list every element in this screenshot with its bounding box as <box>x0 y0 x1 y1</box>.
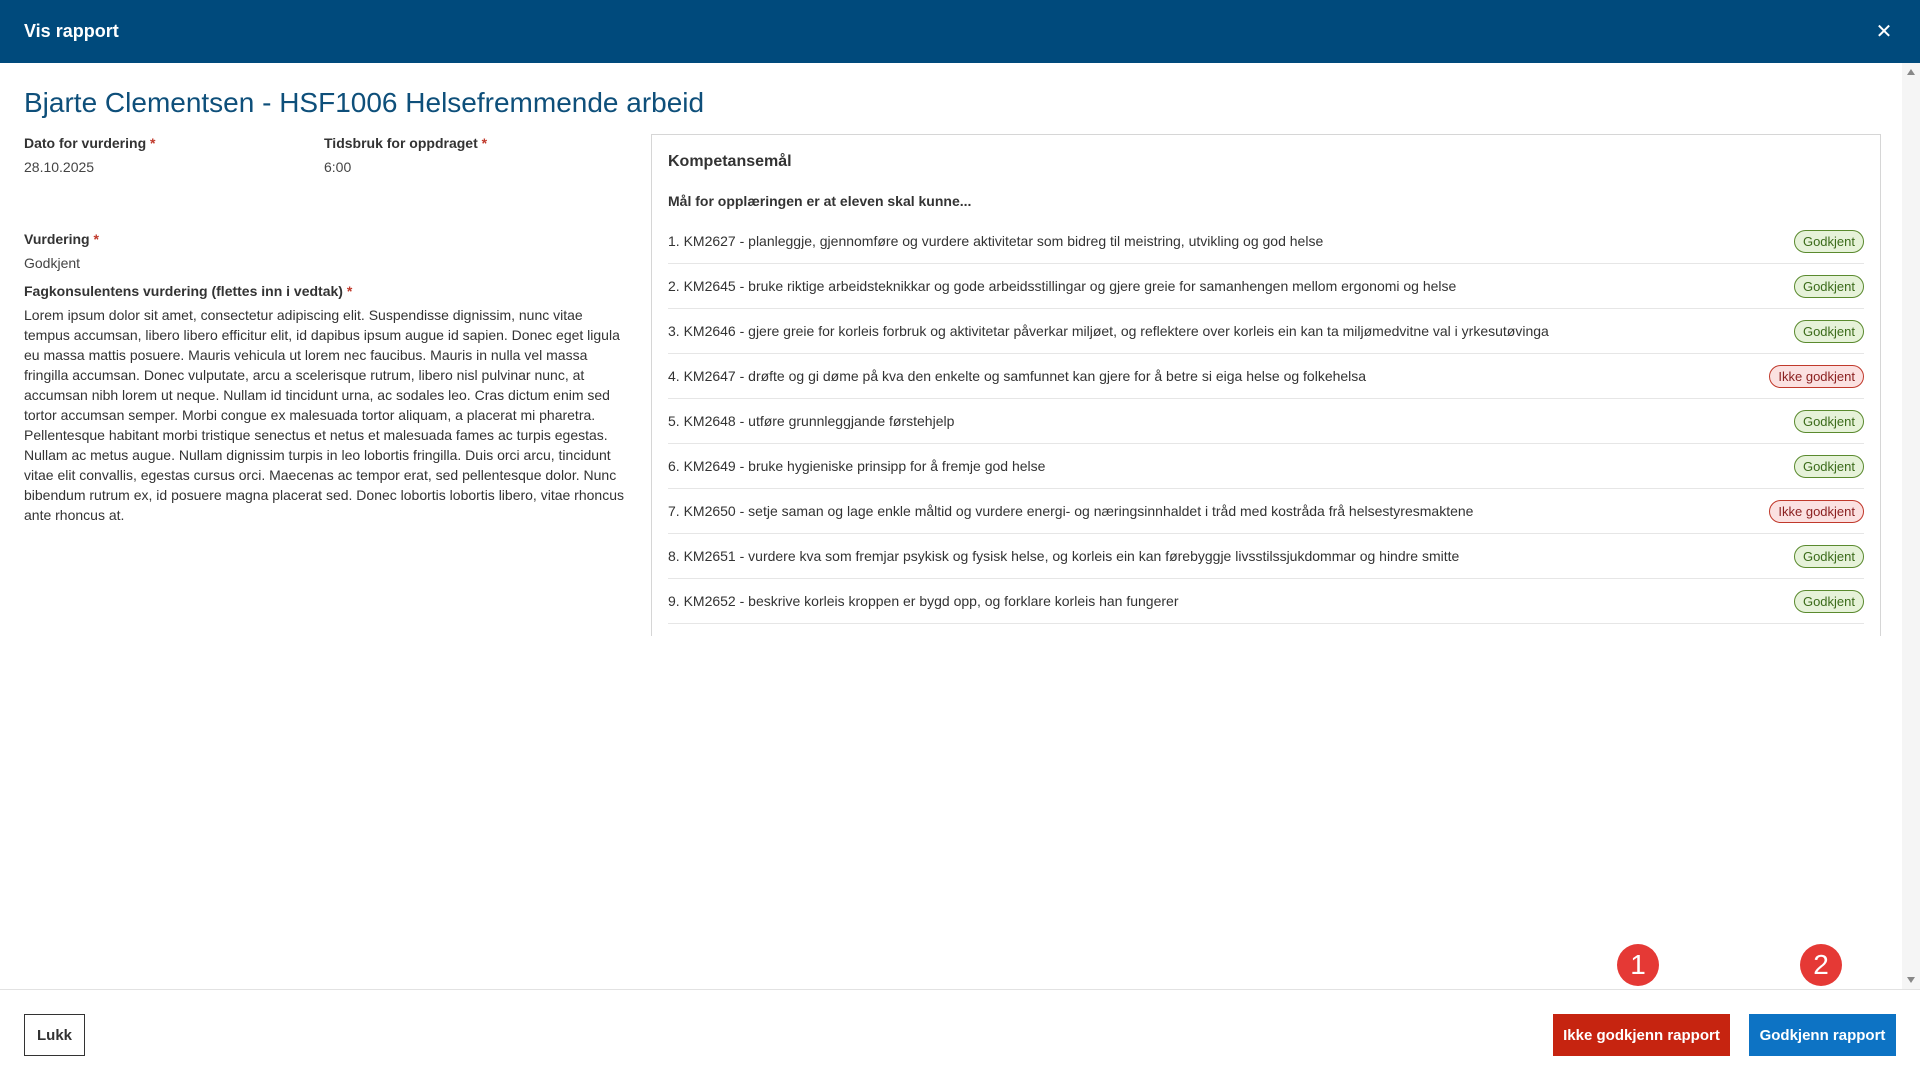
status-badge: Godkjent <box>1794 230 1864 253</box>
status-badge: Godkjent <box>1794 320 1864 343</box>
list-item <box>668 219 1864 264</box>
required-mark: * <box>93 231 99 247</box>
list-item <box>668 399 1864 444</box>
annotation-marker-1: 1 <box>1617 944 1659 986</box>
dialog-footer <box>0 989 1920 1080</box>
dato-label: Dato for vurdering <box>24 135 147 151</box>
list-item <box>668 534 1864 579</box>
kompetansemal-text: 9. KM2652 - beskrive korleis kroppen er bygd opp, og forklare korleis han fungerer <box>668 593 1179 609</box>
status-badge: Godkjent <box>1794 455 1864 478</box>
close-icon[interactable]: ✕ <box>1875 21 1893 43</box>
tidsbruk-field <box>324 135 487 175</box>
scroll-up-icon[interactable] <box>1907 69 1915 75</box>
kompetansemal-text: 3. KM2646 - gjere greie for korleis forbruk og aktivitetar påverkar miljøet, og reflektere over korleis ein kan ta miljømedvitne val i yrkesutøvinga <box>668 323 1549 339</box>
list-item <box>668 444 1864 489</box>
page-title: Bjarte Clementsen - HSF1006 Helsefremmende arbeid <box>24 87 705 118</box>
approve-report-button[interactable]: Godkjenn rapport <box>1749 1014 1896 1056</box>
status-badge: Ikke godkjent <box>1769 365 1864 388</box>
status-badge: Godkjent <box>1794 275 1864 298</box>
annotation-marker-2: 2 <box>1800 944 1842 986</box>
fagkonsulent-text: Lorem ipsum dolor sit amet, consectetur adipiscing elit. Suspendisse dignissim, nunc vitae tempus accumsan, libero libero efficitur elit, id dapibus ipsum augue id sapien. Donec eget ligula eu massa mattis posuere. Mauris vehicula ut lorem nec faucibus. Mauris in nulla vel massa fringilla accumsan. Donec vulputate, arcu a scelerisque rutrum, libero nisl pulvinar nunc, at accumsan nibh lorem ut neque. Nullam id tincidunt urna, ac sodales leo. Cras dictum enim sed tortor accumsan semper. Morbi congue ex malesuada tortor aliquam, a placerat mi pharetra. Pellentesque habitant morbi tristique senectus et netus et malesuada fames ac turpis egestas. Nullam ac metus augue. Nullam dignissim turpis in leo lobortis fringilla. Duis orci arcu, tincidunt vitae elit convallis, egestas cursus orci. Maecenas ac tempor erat, sed pellentesque dolor. Nunc bibendum rutrum ex, id posuere magna placerat sed. Donec lobortis lobortis libero, vitae rhoncus ante rhoncus at. <box>24 307 624 523</box>
status-badge: Godkjent <box>1794 545 1864 568</box>
panel-title: Kompetansemål <box>668 153 792 170</box>
kompetansemal-panel <box>651 134 1881 636</box>
status-badge: Godkjent <box>1794 590 1864 613</box>
list-item <box>668 264 1864 309</box>
kompetansemal-text: 1. KM2627 - planleggje, gjennomføre og vurdere aktivitetar som bidreg til meistring, utvikling og god helse <box>668 233 1324 249</box>
dialog-header <box>0 0 1920 63</box>
fagkonsulent-label: Fagkonsulentens vurdering (flettes inn i vedtak) <box>24 283 343 299</box>
reject-report-button[interactable]: Ikke godkjenn rapport <box>1553 1014 1730 1056</box>
required-mark: * <box>150 135 156 151</box>
vurdering-label: Vurdering <box>24 231 90 247</box>
panel-subtitle: Mål for opplæringen er at eleven skal kunne... <box>668 193 972 209</box>
report-fields <box>24 135 624 525</box>
dato-field <box>24 135 324 175</box>
list-item <box>668 309 1864 354</box>
kompetansemal-text: 4. KM2647 - drøfte og gi døme på kva den enkelte og samfunnet kan gjere for å betre si eiga helse og folkehelsa <box>668 368 1367 384</box>
kompetansemal-text: 6. KM2649 - bruke hygieniske prinsipp for å fremje god helse <box>668 458 1046 474</box>
required-mark: * <box>481 135 488 151</box>
fagkonsulent-field <box>24 283 624 525</box>
list-item <box>668 354 1864 399</box>
close-button[interactable]: Lukk <box>24 1014 85 1056</box>
vurdering-value: Godkjent <box>24 255 81 271</box>
dialog-title: Vis rapport <box>24 21 119 41</box>
dialog-content <box>0 63 1902 989</box>
list-item <box>668 489 1864 534</box>
required-mark: * <box>346 283 353 299</box>
scrollbar[interactable] <box>1902 63 1920 989</box>
kompetansemal-text: 5. KM2648 - utføre grunnleggjande førstehjelp <box>668 413 955 429</box>
dato-value: 28.10.2025 <box>24 159 95 175</box>
kompetansemal-text: 2. KM2645 - bruke riktige arbeidsteknikkar og gode arbeidsstillingar og gjere greie for samanhengen mellom ergonomi og helse <box>668 278 1457 294</box>
status-badge: Godkjent <box>1794 410 1864 433</box>
status-badge: Ikke godkjent <box>1769 500 1864 523</box>
tidsbruk-value: 6:00 <box>324 159 352 175</box>
vurdering-field <box>24 231 624 271</box>
kompetansemal-text: 8. KM2651 - vurdere kva som fremjar psykisk og fysisk helse, og korleis ein kan førebyggje livsstilssjukdommar og hindre smitte <box>668 548 1460 564</box>
scroll-down-icon[interactable] <box>1907 977 1915 983</box>
list-item <box>668 579 1864 624</box>
kompetansemal-text: 7. KM2650 - setje saman og lage enkle måltid og vurdere energi- og næringsinnhaldet i tråd med kostråda frå helsestyresmaktene <box>668 503 1474 519</box>
kompetansemal-list <box>668 219 1864 624</box>
tidsbruk-label: Tidsbruk for oppdraget <box>324 135 478 151</box>
